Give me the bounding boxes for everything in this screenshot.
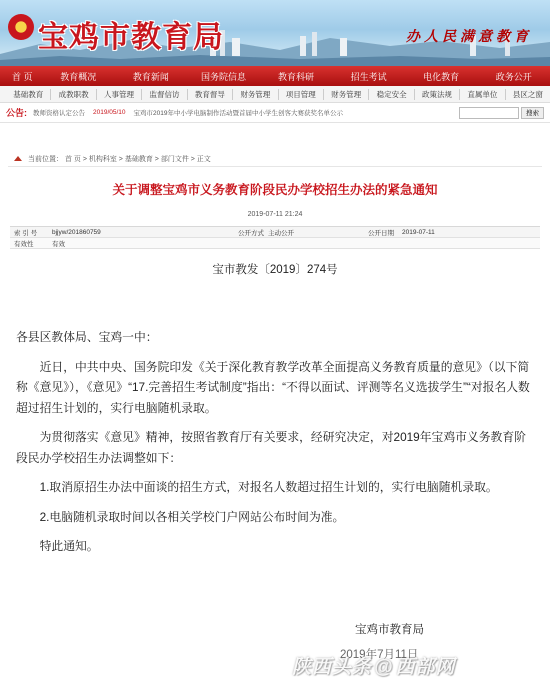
spacer xyxy=(16,348,534,357)
meta-label: 公开方式 xyxy=(238,229,264,237)
nav-item-overview[interactable]: 教育概况 xyxy=(60,71,97,82)
site-banner xyxy=(0,0,550,66)
spacer xyxy=(16,527,534,536)
main-nav xyxy=(0,66,550,86)
paragraph: 为贯彻落实《意见》精神，按照省教育厅有关要求，经研究决定，对2019年宝鸡市义务教育阶段民办学校招生办法调整如下： xyxy=(16,430,526,465)
subnav-item[interactable]: 教育督导 xyxy=(188,89,233,100)
subnav-item[interactable]: 项目管理 xyxy=(279,89,324,100)
home-icon xyxy=(14,156,22,161)
subnav-item[interactable]: 稳定安全 xyxy=(369,89,414,100)
spacer xyxy=(16,468,534,477)
article-time: 2019-07-11 21:24 xyxy=(247,211,303,218)
article-body xyxy=(10,327,540,557)
subnav-item[interactable]: 监督信访 xyxy=(142,89,187,100)
nav-item-state-council[interactable]: 国务院信息 xyxy=(200,71,246,82)
article-meta-table xyxy=(10,226,540,249)
emblem-icon xyxy=(8,14,34,40)
article xyxy=(10,180,540,557)
watermark-right: 西部网 xyxy=(395,657,456,678)
nav-item-disclosure[interactable]: 政务公开 xyxy=(495,71,532,82)
list-item: 1.取消原招生办法中面谈的招生方式，对报名人数超过招生计划的，实行电脑随机录取。 xyxy=(39,480,498,494)
search-input[interactable] xyxy=(459,107,519,119)
nav-item-news[interactable]: 教育新闻 xyxy=(132,71,169,82)
meta-row xyxy=(10,227,540,238)
notice-link[interactable]: 教师资格认定公告 xyxy=(33,110,85,117)
spacer xyxy=(0,123,550,151)
paragraph: 近日，中共中央、国务院印发《关于深化教育教学改革全面提高义务教育质量的意见》（以下简称《意见》），《意见》“17.完善招生考试制度”指出：“不得以面试、评测等名义选拔学生”“对报名人数超过招生计划的，实行电脑随机录取。 xyxy=(16,359,530,415)
search-box xyxy=(459,107,544,119)
subnav-item[interactable]: 财务管理 xyxy=(233,89,278,100)
spacer xyxy=(16,418,534,427)
nav-item-home[interactable]: 首 页 xyxy=(12,71,33,82)
subnav-item[interactable]: 直属单位 xyxy=(460,89,505,100)
notice-bar xyxy=(0,103,550,123)
breadcrumb-text[interactable]: 当前位置： 首 页 > 机构科室 > 基础教育 > 部门文件 > 正文 xyxy=(28,155,211,163)
article-title: 关于调整宝鸡市义务教育阶段民办学校招生办法的紧急通知 xyxy=(112,183,438,197)
nav-item-research[interactable]: 教育科研 xyxy=(278,71,315,82)
nav-item-e-education[interactable]: 电化教育 xyxy=(423,71,460,82)
search-button[interactable]: 搜索 xyxy=(521,107,544,119)
signatory: 宝鸡市教育局 xyxy=(355,624,424,636)
list-item: 2.电脑随机录取时间以各相关学校门户网站公布时间为准。 xyxy=(39,509,345,524)
meta-label: 索 引 号 xyxy=(14,229,38,237)
sub-nav xyxy=(0,86,550,103)
notice-label: 公告: xyxy=(6,108,27,118)
subnav-item[interactable]: 人事管理 xyxy=(97,89,142,100)
subnav-item[interactable]: 县区之窗 xyxy=(512,89,543,99)
meta-row xyxy=(10,238,540,249)
salutation: 各县区教体局、宝鸡一中： xyxy=(16,330,158,344)
meta-label: 有效性 xyxy=(14,240,34,248)
subnav-item[interactable]: 成教职教 xyxy=(51,89,96,100)
meta-value: bjjyw/201860759 xyxy=(52,228,101,236)
meta-value: 2019-07-11 xyxy=(402,228,435,236)
breadcrumb xyxy=(8,151,542,167)
notice-link[interactable]: 宝鸡市2019年中小学电脑制作活动暨首届中小学生创客大赛获奖名单公示 xyxy=(133,110,344,117)
subnav-item[interactable]: 财务管理 xyxy=(324,89,369,100)
subnav-item[interactable]: 政策法规 xyxy=(415,89,460,100)
spacer xyxy=(16,498,534,507)
site-slogan: 办人民满意教育 xyxy=(406,29,532,45)
nav-item-admissions[interactable]: 招生考试 xyxy=(350,71,387,82)
meta-label: 公开日期 xyxy=(368,229,394,237)
watermark xyxy=(292,652,456,679)
subnav-item[interactable]: 基础教育 xyxy=(6,89,51,100)
closing: 特此通知。 xyxy=(39,539,99,553)
sign-date: 2019年7月11日 xyxy=(340,649,419,661)
site-title: 宝鸡市教育局 xyxy=(38,20,224,55)
document-number: 宝市教发〔2019〕274号 xyxy=(212,264,338,276)
watermark-left: 陕西头条 xyxy=(292,657,373,678)
meta-value: 有效 xyxy=(52,240,65,248)
meta-value: 主动公开 xyxy=(268,229,294,237)
notice-date: 2019/05/10 xyxy=(93,109,126,116)
watermark-sep: @ xyxy=(374,657,394,678)
